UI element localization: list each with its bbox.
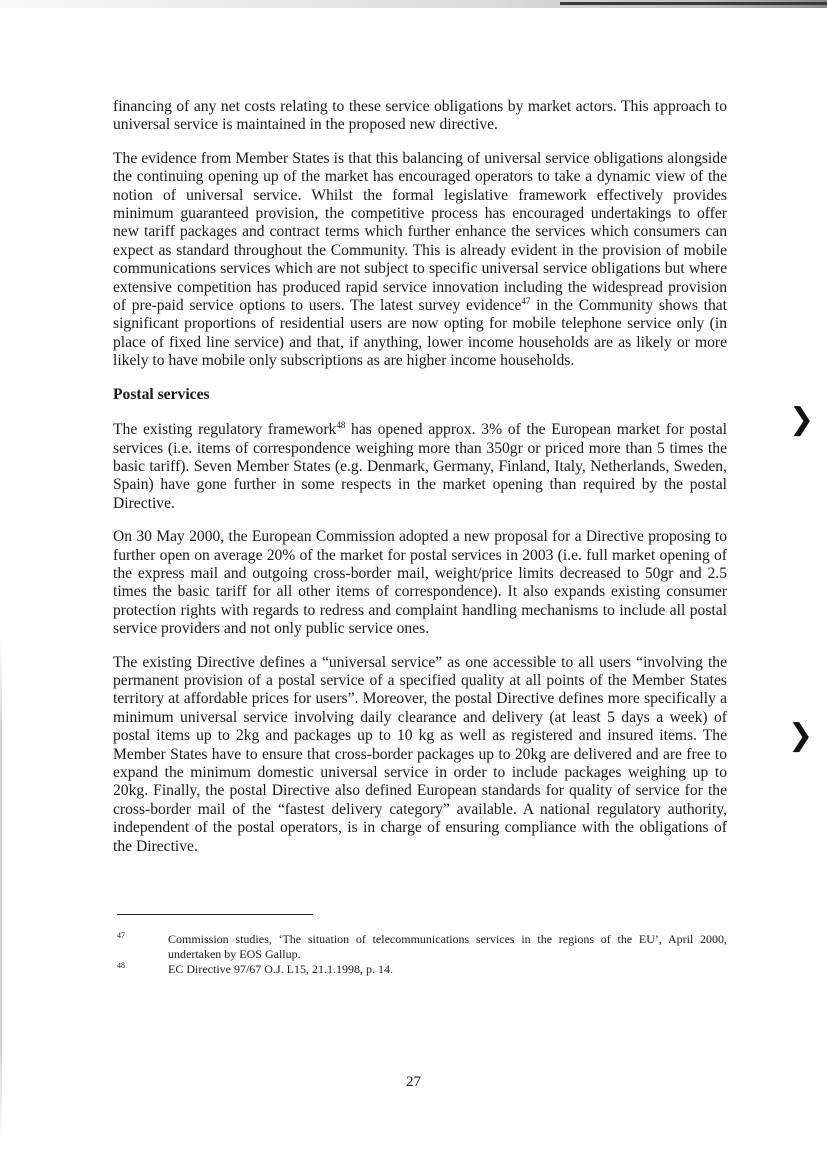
footnote-text: EC Directive 97/67 O.J. L15, 21.1.1998, p. 14. xyxy=(168,962,393,976)
evidence-paragraph xyxy=(113,150,727,371)
scan-edge-left xyxy=(0,640,2,1140)
evidence-text-before: The evidence from Member States is that this balancing of universal service obligations alongside the continuing opening up of the market has encouraged operators to take a dynamic view of the notion of universal service. Whilst the formal legislative framework effectively provides minimum guaranteed provision, the competitive process has encouraged undertakings to offer new tariff packages and contract terms which further enhance the services which consumers can expect as standard throughout the Community. This is already evident in the provision of mobile communications services which are not subject to specific universal service obligations but where extensive competition has produced rapid service innovation including the widespread provision of pre-paid service options to users. The latest survey evidence xyxy=(113,149,727,315)
footnote-text: Commission studies, ‘The situation of telecommunications services in the regions of the EU’, April 2000, undertaken by EOS Gallup. xyxy=(168,932,727,961)
postal-text-before: The existing regulatory framework xyxy=(113,421,337,439)
postal-paragraph-1 xyxy=(113,421,727,513)
footnote-ref-47[interactable]: 47 xyxy=(521,296,531,307)
footnote-number: 47 xyxy=(117,931,125,940)
section-heading-postal: Postal services xyxy=(113,385,210,403)
footnotes xyxy=(117,914,727,978)
intro-paragraph: financing of any net costs relating to these service obligations by market actors. This approach to universal service is maintained in the proposed new directive. xyxy=(113,98,727,134)
footnote-48 xyxy=(117,962,727,977)
postal-paragraph-3: The existing Directive defines a “universal service” as one accessible to all users “involving the permanent provision of a postal service of a specified quality at all points of the Member States territory at affordable prices for users”. Moreover, the postal Directive defines more specifically a minimum universal service involving daily clearance and delivery (at least 5 days a week) of postal items up to 2kg and packages up to 10 kg as well as registered and insured items. The Member States have to ensure that cross-border packages up to 20kg are delivered and are free to expand the minimum domestic universal service in order to include packages weighing up to 20kg. Finally, the postal Directive also defined European standards for quality of service for the cross-border mail of the “fastest delivery category” available. A national regulatory authority, independent of the postal operators, is in charge of ensuring compliance with the obligations of the Directive. xyxy=(113,653,727,855)
footnote-47 xyxy=(117,932,727,961)
scan-edge-line xyxy=(560,2,827,5)
postal-text-after: has opened approx. 3% of the European market for postal services (i.e. items of correspondence weighing more than 350gr or priced more than 5 times the basic tariff). Seven Member States (e.g. Denmark, Germany, Finland, Italy, Netherlands, Sweden, Spain) have gone further in some respects in the market opening than required by the postal Directive. xyxy=(113,421,727,512)
footnote-ref-48[interactable]: 48 xyxy=(336,420,346,431)
evidence-text-after: in the Community shows that significant proportions of residential users are now opting for mobile telephone service only (in place of fixed line service) and that, if anything, lower income households are as likely or more likely to have mobile only subscriptions as are higher income households. xyxy=(113,297,728,370)
page-body xyxy=(113,98,727,871)
postal-paragraph-2: On 30 May 2000, the European Commission adopted a new proposal for a Directive proposing to further open on average 20% of the market for postal services in 2003 (i.e. full market opening of the express mail and outgoing cross-border mail, weight/price limits decreased to 50gr and 2.5 times the basic tariff for all other items of correspondence). It also expands existing consumer protection rights with regards to redress and complaint handling mechanisms to include all postal service providers and not only public service ones. xyxy=(113,528,727,638)
binding-hole-mark-icon: ❯ xyxy=(789,402,815,437)
binding-hole-mark-icon: ❯ xyxy=(788,718,814,753)
footnote-number: 48 xyxy=(117,961,125,970)
footnote-separator xyxy=(117,914,313,915)
page-number: 27 xyxy=(406,1074,421,1090)
